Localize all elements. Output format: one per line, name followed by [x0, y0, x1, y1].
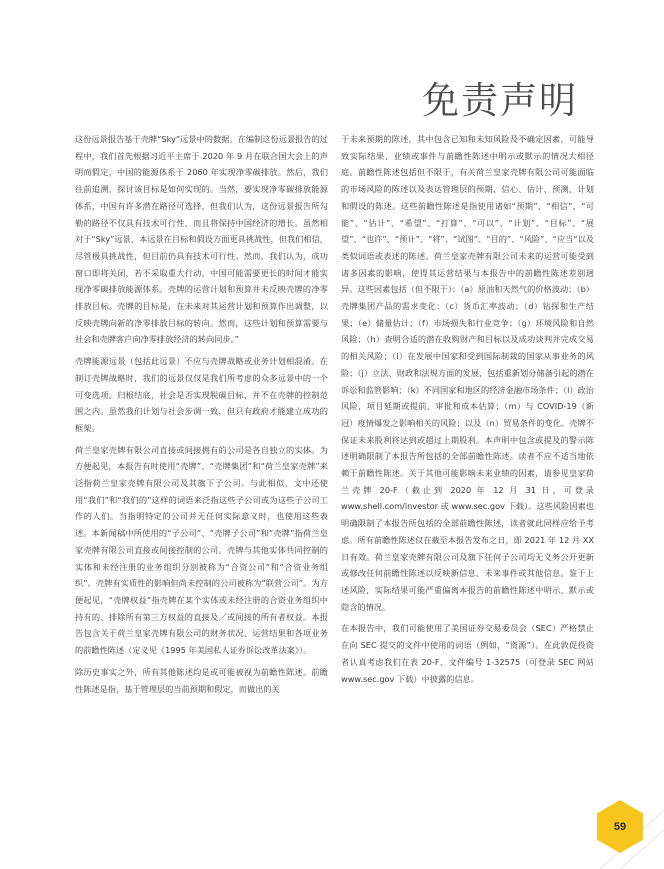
page-title: 免责声明 — [422, 79, 578, 122]
paragraph: 这份远景报告基于壳牌“Sky”远景中的数据。在编制这份远景报告的过程中，我们首先根据习近平主席于 2020 年 9 月在联合国大会上的声明而假定，中国的能源体系于 2060 年实现净零碳排放。然后，我们往前追溯，探讨该目标是如何实现的。当然，要实现净零碳排放能源体系，中国有许多潜在路径可选择，但我们认为，这份远景报告所勾勒的路径不仅具有技术可行性，而且将保持中国经济的增长。虽然相对于“Sky”远景，本远景在目标和假设方面更具挑战性，但我们相信，尽管极具挑战性，但目前仍具有技术可行性。然而，我们认为，成功窗口即将关闭，若不采取重大行动，中国可能需要更长的时间才能实现净零碳排放能源体系。壳牌的运营计划和预算并未反映壳牌的净零排放目标。壳牌的目标是，在未来对其运营计划和预算作出调整，以反映壳牌向新的净零排放目标的转向。然而，这些计划和预算需要与社会和壳牌客户向净零排放经济的转向同步。” — [75, 134, 328, 345]
page-number: 59 — [613, 820, 627, 833]
paragraph: 除历史事实之外，所有其他陈述均是或可能被视为前瞻性陈述。前瞻性陈述是指，基于管理层的当前预期和假定，而做出的关 — [75, 666, 328, 694]
paragraph: 于未来预期的陈述，其中包含已知和未知风险及不确定因素，可能导致实际结果、业绩或事件与前瞻性陈述中明示或默示的情况大相径庭。前瞻性陈述包括但不限于，有关荷兰皇家壳牌有限公司可能面临的市场风险的陈述以及表达管理层的预期、信心、估计、预测、计划和假设的陈述。这些前瞻性陈述是指使用诸如“预期”、“相信”、“可能”、“估计”、“希望”、“打算”、“可以”、“计划”、“目标”、“展望”、“也许”、“预计”、“将”、“试图”、“目的”、“风险”、“应当”以及类似词语或表述的陈述。荷兰皇家壳牌有限公司未来的运营可能受到诸多因素的影响，使得其运营结果与本报告中的前瞻性陈述差别迥异。这些因素包括（但不限于）：（a）原油和天然气的价格波动；（b）壳牌集团产品的需求变化；（c）货币汇率波动；（d）钻探和生产结果；（e）储量估计；（f）市场损失和行业竞争；（g）环境风险和自然风险；（h）查明合适的潜在收购财产和目标以及成功谈判并完成交易的相关风险；（i）在发展中国家和受到国际制裁的国家从事业务的风险；（j）立法、财政和法规方面的发展，包括重新划分储备引起的潜在诉讼和监管影响；（k）不同国家和地区的经济金融市场条件；（l）政治风险，项目延期或提前、审批和成本估算；（m）与 COVID-19（新冠）疫情爆发之影响相关的风险；以及（n）贸易条件的变化。壳牌不保证未来股利将达到或超过上期股利。本声明中包含或提及的警示陈述明确限制了本报告所包括的全部前瞻性陈述。读者不应不适当地依赖于前瞻性陈述。关于其他可能影响未来业绩的因素，请参见皇家荷兰壳牌 20-F（截止到 2020 年 12 月 31 日，可登录 www.shell.com/investor 或 www.sec.gov 下载）。这些风险因素也明确限制了本报告所包括的全部前瞻性陈述，读者就此同样应给予考虑。所有前瞻性陈述仅在截至本报告发布之日，即 2021 年 12 月 XX 日有效。荷兰皇家壳牌有限公司及旗下任何子公司均无义务公开更新或修改任何前瞻性陈述以反映新信息、未来事件或其他信息。鉴于上述风险，实际结果可能严重偏离本报告的前瞻性陈述中明示、默示或隐含的情况。 — [341, 134, 594, 612]
paragraph: 在本报告中，我们可能使用了美国证券交易委员会（SEC）严格禁止在向 SEC 提交的文件中使用的词语（例如，“资源”）。在此敦促投资者认真考虑我们在表 20-F、文件编号 1-32575（可登录 SEC 网站 www.sec.gov 下载）中披露的信息。 — [341, 623, 594, 684]
left-text-column — [75, 131, 328, 702]
paragraph: 壳牌能源远景（包括此远景）不应与壳牌战略或业务计划相混淆。在制订壳牌战略时，我们的远景仅仅是我们所考虑的众多远景中的一个可变选项。归根结底，社会是否实现脱碳目标，并不在壳牌的控制范围之内。虽然我们计划与社会步调一致，但只有政府才能建立成功的框架。 — [75, 356, 328, 433]
right-text-column — [341, 131, 594, 692]
paragraph: 荷兰皇家壳牌有限公司直接或间接拥有的公司是各自独立的实体。为方便起见，本报告有时使用“壳牌”、“壳牌集团”和“荷兰皇家壳牌”来泛指荷兰皇家壳牌有限公司及其旗下子公司。与此相似，文中还使用“我们”和“我们的”这样的词语来泛指这些子公司或为这些子公司工作的人们。当指明特定的公司并无任何实际意义时，也使用这些表述。本新闻稿中所使用的“子公司”、“壳牌子公司”和“壳牌”指荷兰皇家壳牌有限公司直接或间接控制的公司。壳牌与其他实体共同控制的实体和未经注册的业务组织分别被称为“合资公司”和“合资业务组织”。壳牌有实质性的影响但尚未控制的公司被称为“联营公司”。为方便起见，“壳牌权益”指壳牌在某个实体或未经注册的合资业务组织中持有的、排除所有第三方权益的直接及／或间接的所有者权益。本报告包含关于荷兰皇家壳牌有限公司的财务状况、运营结果和各项业务的前瞻性陈述（定义见《1995 年美国私人证券诉讼改革法案》）。 — [75, 444, 328, 656]
